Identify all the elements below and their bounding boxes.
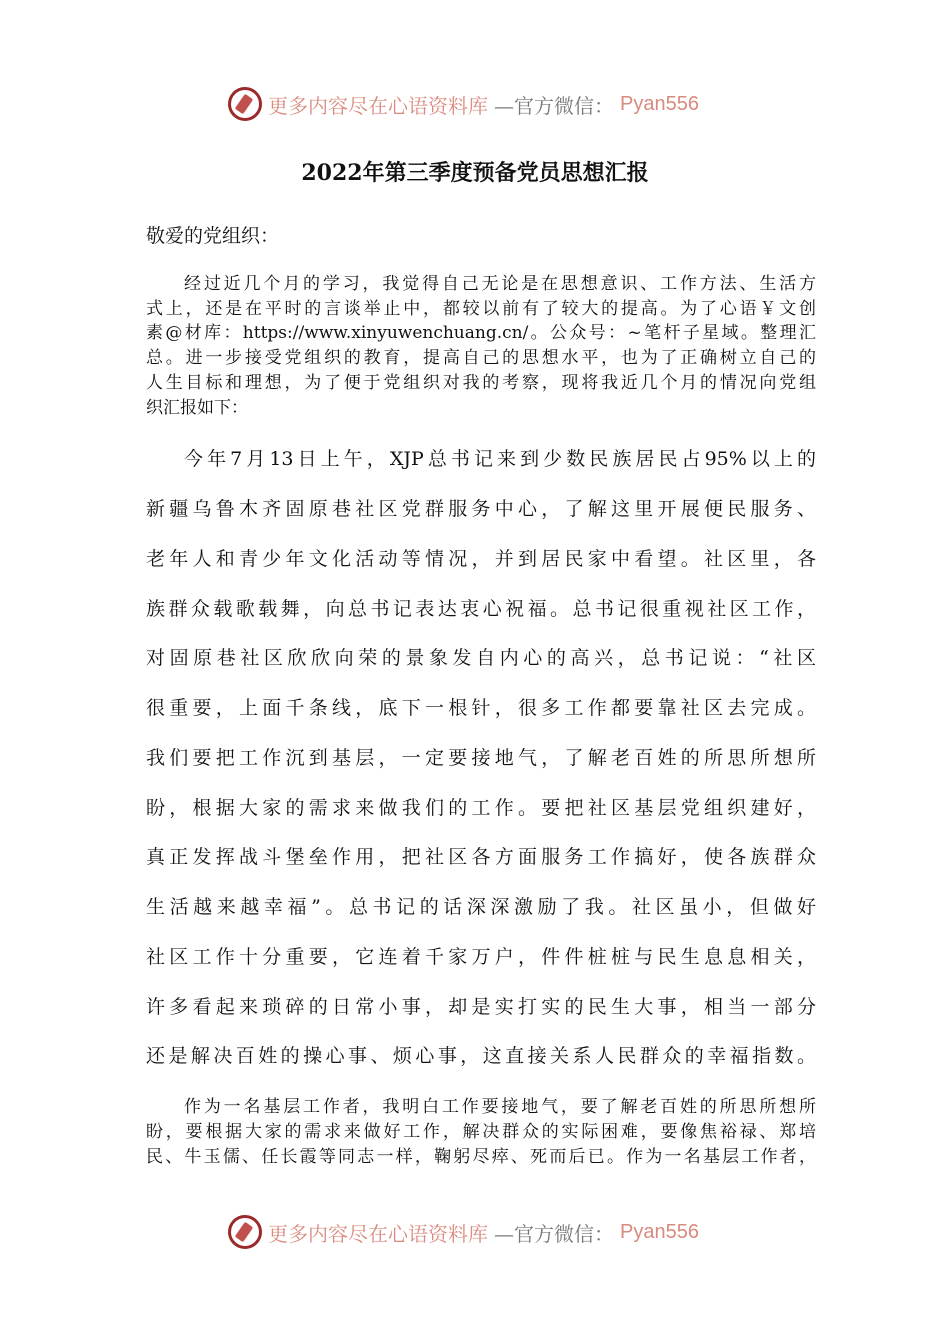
text-line: 织汇报如下：	[146, 398, 248, 418]
text-line: 新疆乌鲁木齐固原巷社区党群服务中心，了解这里开展便民服务、	[146, 498, 816, 520]
banner-text: 更多内容尽在心语资料库	[268, 93, 488, 118]
text-line: 真正发挥战斗堡垒作用，把社区各方面服务工作搞好，使各族群众	[146, 846, 816, 868]
document-title: 2022年第三季度预备党员思想汇报	[301, 160, 649, 186]
footer-watermark-banner	[228, 1212, 708, 1252]
header-watermark-banner	[228, 84, 708, 124]
text-line: 式上，还是在平时的言谈举止中，都较以前有了较大的提高。为了心语￥文创	[146, 299, 816, 319]
text-line: 老年人和青少年文化活动等情况，并到居民家中看望。社区里，各	[146, 548, 816, 570]
text-line: 今年7月13日上午，XJP总书记来到少数民族居民占95%以上的	[184, 448, 816, 470]
text-line: 经过近几个月的学习，我觉得自己无论是在思想意识、工作方法、生活方	[184, 274, 816, 294]
text-line: 素@材库：https://www.xinyuwenchuang.cn/。公众号：~笔杆子星域。整理汇	[146, 323, 816, 343]
banner-wechat-label: —官方微信：	[494, 1221, 614, 1246]
text-line: 生活越来越幸福”。总书记的话深深激励了我。社区虽小，但做好	[146, 896, 816, 918]
salutation: 敬爱的党组织：	[146, 225, 280, 247]
text-line: 社区工作十分重要，它连着千家万户，件件桩桩与民生息息相关，	[146, 946, 816, 968]
text-line: 人生目标和理想，为了便于党组织对我的考察，现将我近几个月的情况向党组	[146, 373, 816, 393]
pen-logo-icon	[228, 1215, 262, 1249]
text-line: 盼，要根据大家的需求来做好工作，解决群众的实际困难，要像焦裕禄、郑培	[146, 1122, 816, 1142]
banner-wechat-id: Pyan556	[620, 1220, 699, 1243]
text-line: 我们要把工作沉到基层，一定要接地气，了解老百姓的所思所想所	[146, 747, 816, 769]
text-line: 族群众载歌载舞，向总书记表达衷心祝福。总书记很重视社区工作，	[146, 598, 816, 620]
banner-wechat-label: —官方微信：	[494, 93, 614, 118]
text-line: 很重要，上面千条线，底下一根针，很多工作都要靠社区去完成。	[146, 697, 816, 719]
pen-logo-icon	[228, 87, 262, 121]
text-line: 盼，根据大家的需求来做我们的工作。要把社区基层党组织建好，	[146, 797, 816, 819]
text-line: 对固原巷社区欣欣向荣的景象发自内心的高兴，总书记说：“社区	[146, 647, 816, 669]
text-line: 许多看起来琐碎的日常小事，却是实打实的民生大事，相当一部分	[146, 996, 816, 1018]
banner-wechat-id: Pyan556	[620, 92, 699, 115]
text-line: 作为一名基层工作者，我明白工作要接地气，要了解老百姓的所思所想所	[184, 1097, 816, 1117]
text-line: 民、牛玉儒、任长霞等同志一样，鞠躬尽瘁、死而后已。作为一名基层工作者，	[146, 1147, 816, 1167]
text-line: 还是解决百姓的操心事、烦心事，这直接关系人民群众的幸福指数。	[146, 1045, 816, 1067]
text-line: 总。进一步接受党组织的教育，提高自己的思想水平，也为了正确树立自己的	[146, 348, 816, 368]
banner-text: 更多内容尽在心语资料库	[268, 1221, 488, 1246]
